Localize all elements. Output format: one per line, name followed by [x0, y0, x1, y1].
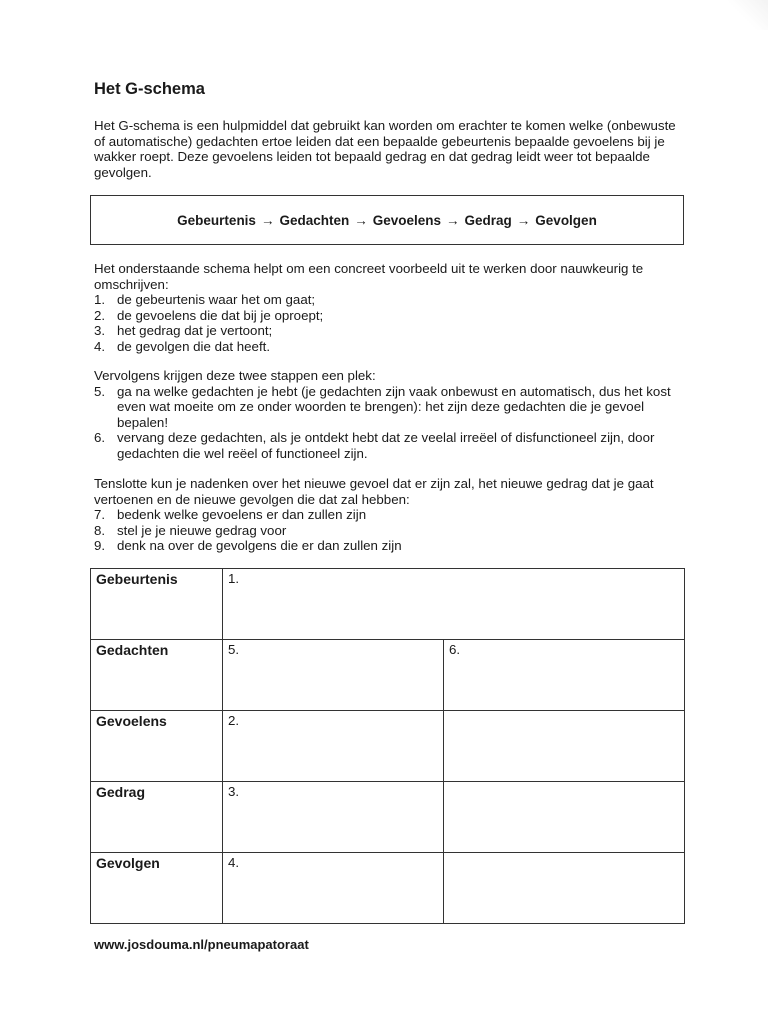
table-cell[interactable]: 1. [223, 569, 685, 640]
table-cell[interactable]: 5. [223, 640, 444, 711]
flow-step-gevolgen: Gevolgen [535, 212, 597, 228]
table-cell[interactable]: 3. [223, 782, 444, 853]
row-label: Gedrag [91, 782, 223, 853]
table-cell[interactable] [444, 711, 685, 782]
section-describe [94, 261, 686, 355]
table-row [91, 711, 685, 782]
list-item: 8. stel je je nieuwe gedrag voor [94, 522, 287, 538]
table-cell[interactable] [444, 782, 685, 853]
table-row [91, 853, 685, 924]
flow-box [90, 195, 684, 245]
list-item: 2. de gevoelens die dat bij je oproept; [94, 307, 324, 323]
list-item: 5. ga na welke gedachten je hebt (je gedachten zijn vaak onbewust en automatisch, dus het kost even wat moeite om ze onder woorden te brengen): het zijn deze gedachten die je gevoel bepalen! [94, 383, 671, 430]
list-item: 9. denk na over de gevolgens die er dan zullen zijn [94, 538, 402, 554]
table-cell[interactable]: 6. [444, 640, 685, 711]
table-cell[interactable] [444, 853, 685, 924]
table-row [91, 640, 685, 711]
page-corner-fold [728, 0, 768, 30]
step-list [94, 384, 686, 462]
footer-url: www.josdouma.nl/pneumapatoraat [94, 937, 309, 952]
section-intro: Vervolgens krijgen deze twee stappen een plek: [94, 368, 376, 383]
section-intro: Het onderstaande schema helpt om een concreet voorbeeld uit te werken door nauwkeurig te omschrijven: [94, 261, 644, 292]
section-thoughts [94, 368, 686, 462]
page-title: Het G-schema [94, 80, 205, 98]
g-schema-table [90, 568, 685, 924]
table-cell[interactable]: 2. [223, 711, 444, 782]
step-list [94, 292, 686, 354]
table-row [91, 569, 685, 640]
step-list [94, 507, 686, 554]
list-item: 3. het gedrag dat je vertoont; [94, 323, 273, 339]
list-item: 4. de gevolgen die dat heeft. [94, 338, 271, 354]
table-row [91, 782, 685, 853]
intro-paragraph: Het G-schema is een hulpmiddel dat gebruikt kan worden om erachter te komen welke (onbewuste of automatische) gedachten ertoe leiden dat een bepaalde gebeurtenis bepaalde gevoelens bij je wakker roept. Deze gevoelens leiden tot bepaald gedrag en dat gedrag leidt weer tot bepaalde gevolgen. [94, 118, 676, 180]
list-item: 1. de gebeurtenis waar het om gaat; [94, 292, 316, 308]
flow-step-gevoelens: Gevoelens [372, 212, 442, 228]
row-label: Gebeurtenis [91, 569, 223, 640]
arrow-right-icon: → [260, 212, 275, 228]
arrow-right-icon: → [516, 212, 531, 228]
row-label: Gevoelens [91, 711, 223, 782]
section-intro: Tenslotte kun je nadenken over het nieuwe gevoel dat er zijn zal, het nieuwe gedrag dat je gaat vertoenen en de nieuwe gevolgen die dat zal hebben: [94, 476, 654, 507]
row-label: Gevolgen [91, 853, 223, 924]
arrow-right-icon: → [354, 212, 368, 228]
table-cell[interactable]: 4. [223, 853, 444, 924]
arrow-right-icon: → [446, 212, 460, 228]
flow-step-gedrag: Gedrag [464, 212, 512, 228]
list-item: 7. bedenk welke gevoelens er dan zullen zijn [94, 507, 367, 523]
row-label: Gedachten [91, 640, 223, 711]
section-new [94, 476, 686, 554]
list-item: 6. vervang deze gedachten, als je ontdekt hebt dat ze veelal irreëel of disfunctioneel zijn, door gedachten die wel reëel of functioneel zijn. [94, 430, 655, 461]
flow-step-gebeurtenis: Gebeurtenis [177, 212, 256, 228]
flow-step-gedachten: Gedachten [279, 212, 350, 228]
